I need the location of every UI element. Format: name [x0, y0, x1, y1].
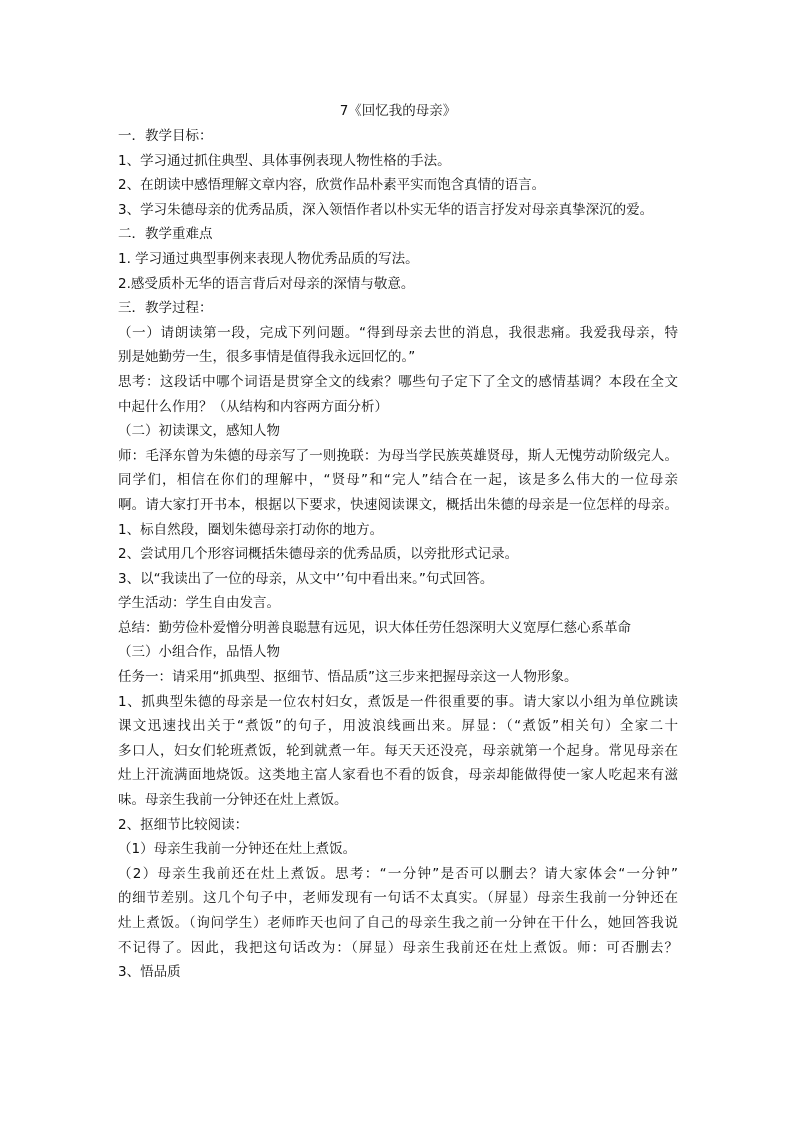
text-line: （2）母亲生我前还在灶上煮饭。思考：“一分钟”是否可以删去？请大家体会“一分钟” [118, 865, 678, 882]
text-line: 二．教学重难点 [118, 226, 213, 243]
text-line: （三）小组合作，品悟人物 [118, 644, 280, 661]
text-line: 同学们，相信在你们的理解中，“贤母”和“完人”结合在一起，该是多么伟大的一位母亲 [118, 472, 678, 489]
document-page [118, 98, 678, 985]
text-line: 1、抓典型朱德的母亲是一位农村妇女，煮饭是一件很重要的事。请大家以小组为单位跳读 [118, 693, 678, 710]
text-line: 灶上汗流满面地烧饭。这类地主富人家看也不看的饭食，母亲却能做得使一家人吃起来有滋 [118, 767, 678, 784]
document-title: 7《回忆我的母亲》 [339, 103, 457, 119]
text-line: （1）母亲生我前一分钟还在灶上煮饭。 [118, 841, 357, 858]
text-line: 师：毛泽东曾为朱德的母亲写了一则挽联：为母当学民族英雄贤母，斯人无愧劳动阶级完人。 [118, 447, 678, 464]
text-line: 总结：勤劳俭朴爱憎分明善良聪慧有远见，识大体任劳任怨深明大义宽厚仁慈心系革命 [118, 619, 631, 636]
text-line: 三．教学过程： [118, 300, 213, 317]
text-line: 2.感受质朴无华的语言背后对母亲的深情与敬意。 [118, 275, 415, 292]
text-line: 多口人，妇女们轮班煮饭，轮到就煮一年。每天天还没亮，母亲就第一个起身。常见母亲在 [118, 742, 678, 759]
text-line: 啊。请大家打开书本，根据以下要求，快速阅读课文，概括出朱德的母亲是一位怎样的母亲。 [118, 496, 678, 513]
text-line: 2、尝试用几个形容词概括朱德母亲的优秀品质，以旁批形式记录。 [118, 546, 519, 563]
text-line: 学生活动：学生自由发言。 [118, 595, 280, 612]
text-line: 中起什么作用？（从结构和内容两方面分析） [118, 398, 388, 415]
text-line: 一．教学目标： [118, 128, 213, 144]
text-line: 不记得了。因此，我把这句话改为：（屏显）母亲生我前还在灶上煮饭。师：可否删去？ [118, 939, 678, 956]
text-line: 别是她勤劳一生，很多事情是值得我永远回忆的。” [118, 349, 416, 366]
text-line: 思考：这段话中哪个词语是贯穿全文的线索？哪些句子定下了全文的感情基调？本段在全文 [118, 373, 678, 390]
text-line: （一）请朗读第一段，完成下列问题。“得到母亲去世的消息，我很悲痛。我爱我母亲，特 [118, 324, 678, 341]
text-line: （二）初读课文，感知人物 [118, 423, 280, 440]
text-line: 3、以“我读出了一位的母亲，从文中‘’句中看出来。”句式回答。 [118, 570, 494, 587]
text-line: 3、悟品质 [118, 964, 181, 981]
text-line: 1. 学习通过典型事例来表现人物优秀品质的写法。 [118, 250, 419, 267]
text-line: 的细节差别。这几个句子中，老师发现有一句话不太真实。（屏显）母亲生我前一分钟还在 [118, 890, 678, 907]
text-line: 味。母亲生我前一分钟还在灶上煮饭。 [118, 792, 348, 809]
text-line: 2、在朗读中感悟理解文章内容，欣赏作品朴素平实而饱含真情的语言。 [118, 177, 546, 194]
text-line: 课文迅速找出关于“煮饭”的句子，用波浪线画出来。屏显：（“煮饭”相关句）全家二十 [118, 718, 678, 735]
text-line: 1、标自然段，圈划朱德母亲打动你的地方。 [118, 521, 384, 538]
text-line: 任务一：请采用“抓典型、抠细节、悟品质”这三步来把握母亲这一人物形象。 [118, 669, 578, 686]
text-line: 1、学习通过抓住典型、具体事例表现人物性格的手法。 [118, 152, 451, 169]
text-line: 3、学习朱德母亲的优秀品质，深入领悟作者以朴实无华的语言抒发对母亲真挚深沉的爱。 [118, 201, 654, 218]
document-body [118, 124, 678, 985]
text-line: 灶上煮饭。（询问学生）老师昨天也问了自己的母亲生我之前一分钟在干什么，她回答我说 [118, 915, 678, 931]
text-line: 2、抠细节比较阅读： [118, 816, 249, 833]
